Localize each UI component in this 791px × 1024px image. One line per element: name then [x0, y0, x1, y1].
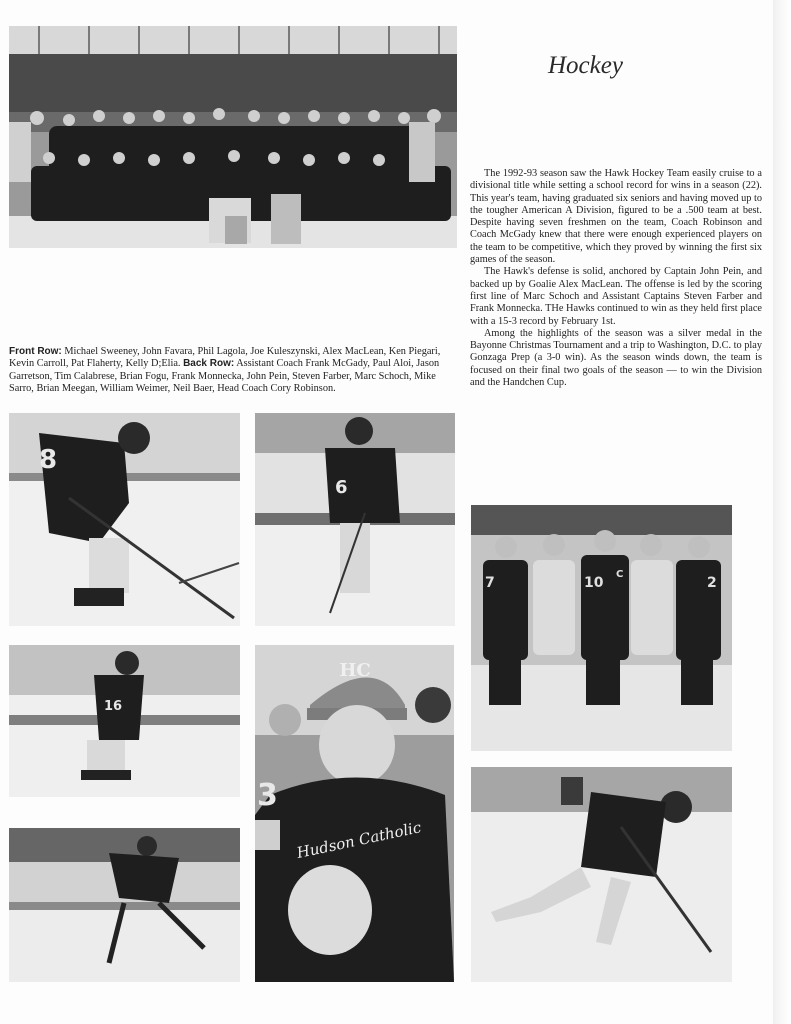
jersey-script: Hudson Catholic: [295, 818, 423, 863]
page-title: Hockey: [548, 52, 623, 79]
jersey-number: 2: [707, 575, 717, 591]
article-text: [470, 168, 762, 389]
action-photo-2: [255, 413, 455, 626]
team-photo: [9, 26, 457, 248]
jersey-number: 10: [584, 575, 604, 591]
action-photo-5: [471, 767, 732, 982]
jersey-number: 6: [335, 477, 348, 498]
article-paragraph: Among the highlights of the season was a silver medal in the Bayonne Christmas Tournament and a trip to Washington, D.C. to play Gonzaga Prep (a 3-0 win). As the season winds down, the team is focused on their final two goals of the season — to win the Division and the Handchen Cup.: [470, 327, 762, 389]
jersey-number: 3: [257, 778, 278, 813]
action-photo-1: [9, 413, 240, 626]
jersey-number: 16: [104, 699, 123, 714]
front-row-label: Front Row:: [9, 346, 62, 357]
back-row-names: Assistant Coach Frank McGady, Paul Aloi, Jason Garretson, Tim Calabrese, Brian Fogu, Frank Monnecka, John Pein, Steven Farber, Marc Schoch, Mike Sarro, Brian Meegan, William Weimer, Neil Baer, Head Coach Cory Robinson.: [9, 358, 440, 394]
jersey-number: 7: [485, 575, 495, 591]
team-caption: [9, 346, 457, 395]
front-row-names: Michael Sweeney, John Favara, Phil Lagola, Joe Kuleszynski, Alex MacLean, Ken Piegari, Kevin Carroll, Pat Flaherty, Kelly D;Elia.: [9, 346, 441, 370]
article-paragraph: The 1992-93 season saw the Hawk Hockey Team easily cruise to a divisional title while setting a school record for wins in a season (22). This year's team, having graduated six seniors and having moved up to the tougher American A Division, figured to be a .500 team at best. Despite having seven freshmen on the team, Coach Robinson and Coach McGady knew that there were enough experienced players on the team to be competitive, which they proved by winning the first six games of the season.: [470, 168, 762, 266]
goalie-portrait-photo: [255, 645, 454, 982]
captain-letter: C: [616, 569, 624, 580]
captains-photo: [471, 505, 732, 751]
action-photo-4: [9, 828, 240, 982]
action-photo-3: [9, 645, 240, 797]
back-row-label: Back Row:: [183, 358, 235, 370]
article-paragraph: The Hawk's defense is solid, anchored by Captain John Pein, and backed up by Goalie Alex MacLean. The offense is led by the scoring first line of Marc Schoch and Assistant Captains Steven Farber and Frank Monnecka. THe Hawks continued to win as they held first place with a 15-3 record by February 1st.: [470, 266, 762, 327]
cap-logo: HC: [339, 660, 371, 681]
page-edge: [773, 0, 791, 1024]
jersey-number: 8: [39, 445, 58, 475]
